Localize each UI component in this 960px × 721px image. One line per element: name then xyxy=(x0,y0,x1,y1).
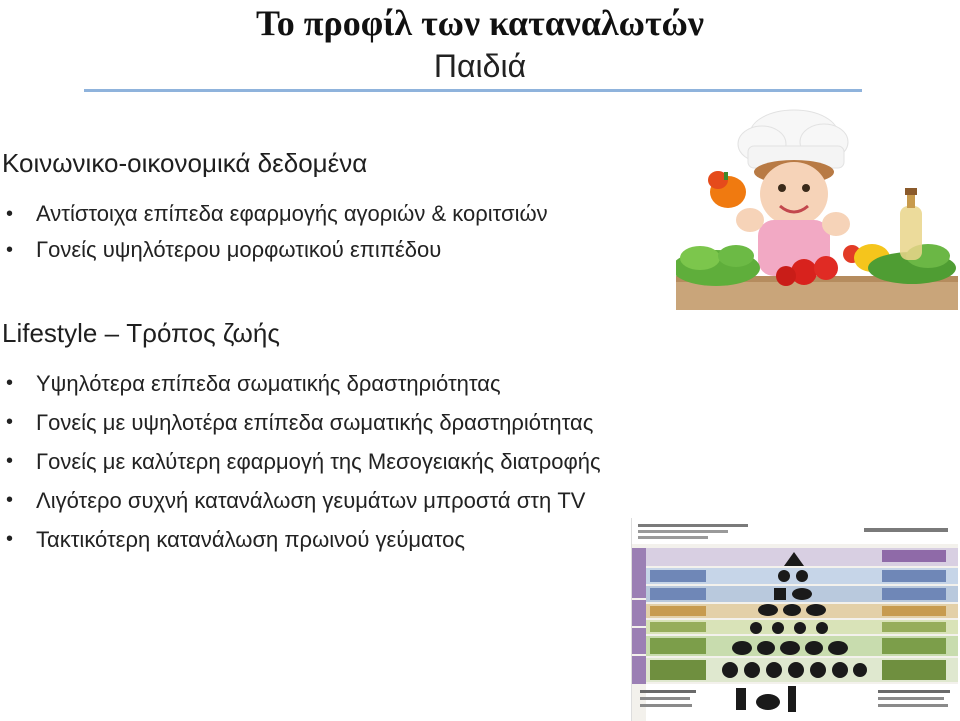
bullet-item: • Γονείς με καλύτερη εφαρμογή της Μεσογειακής διατροφής xyxy=(0,442,601,481)
bullet-item: • Τακτικότερη κατανάλωση πρωινού γεύματος xyxy=(0,520,601,559)
slide-title: Το προφίλ των καταναλωτών xyxy=(256,3,704,43)
section-heading-socioeconomic: Κοινωνικο-οικονομικά δεδομένα xyxy=(2,148,368,178)
slide-subtitle: Παιδιά xyxy=(433,48,527,84)
section-heading-lifestyle: Lifestyle – Τρόπος ζωής xyxy=(2,318,280,348)
bullet-item: • Υψηλότερα επίπεδα σωματικής δραστηριότητας xyxy=(0,364,601,403)
child-chef-photo xyxy=(676,108,958,310)
bullet-item: • Λιγότερο συχνή κατανάλωση γευμάτων μπροστά στη TV xyxy=(0,481,601,520)
mediterranean-diet-pyramid-image xyxy=(631,518,958,721)
socioeconomic-bullet-list xyxy=(0,196,548,268)
bullet-item: • Αντίστοιχα επίπεδα εφαρμογής αγοριών & κοριτσιών xyxy=(0,196,548,232)
bullet-item: • Γονείς με υψηλοτέρα επίπεδα σωματικής δραστηριότητας xyxy=(0,403,601,442)
lifestyle-bullet-list xyxy=(0,364,601,559)
title-divider xyxy=(84,89,862,92)
bullet-item: • Γονείς υψηλότερου μορφωτικού επιπέδου xyxy=(0,232,548,268)
